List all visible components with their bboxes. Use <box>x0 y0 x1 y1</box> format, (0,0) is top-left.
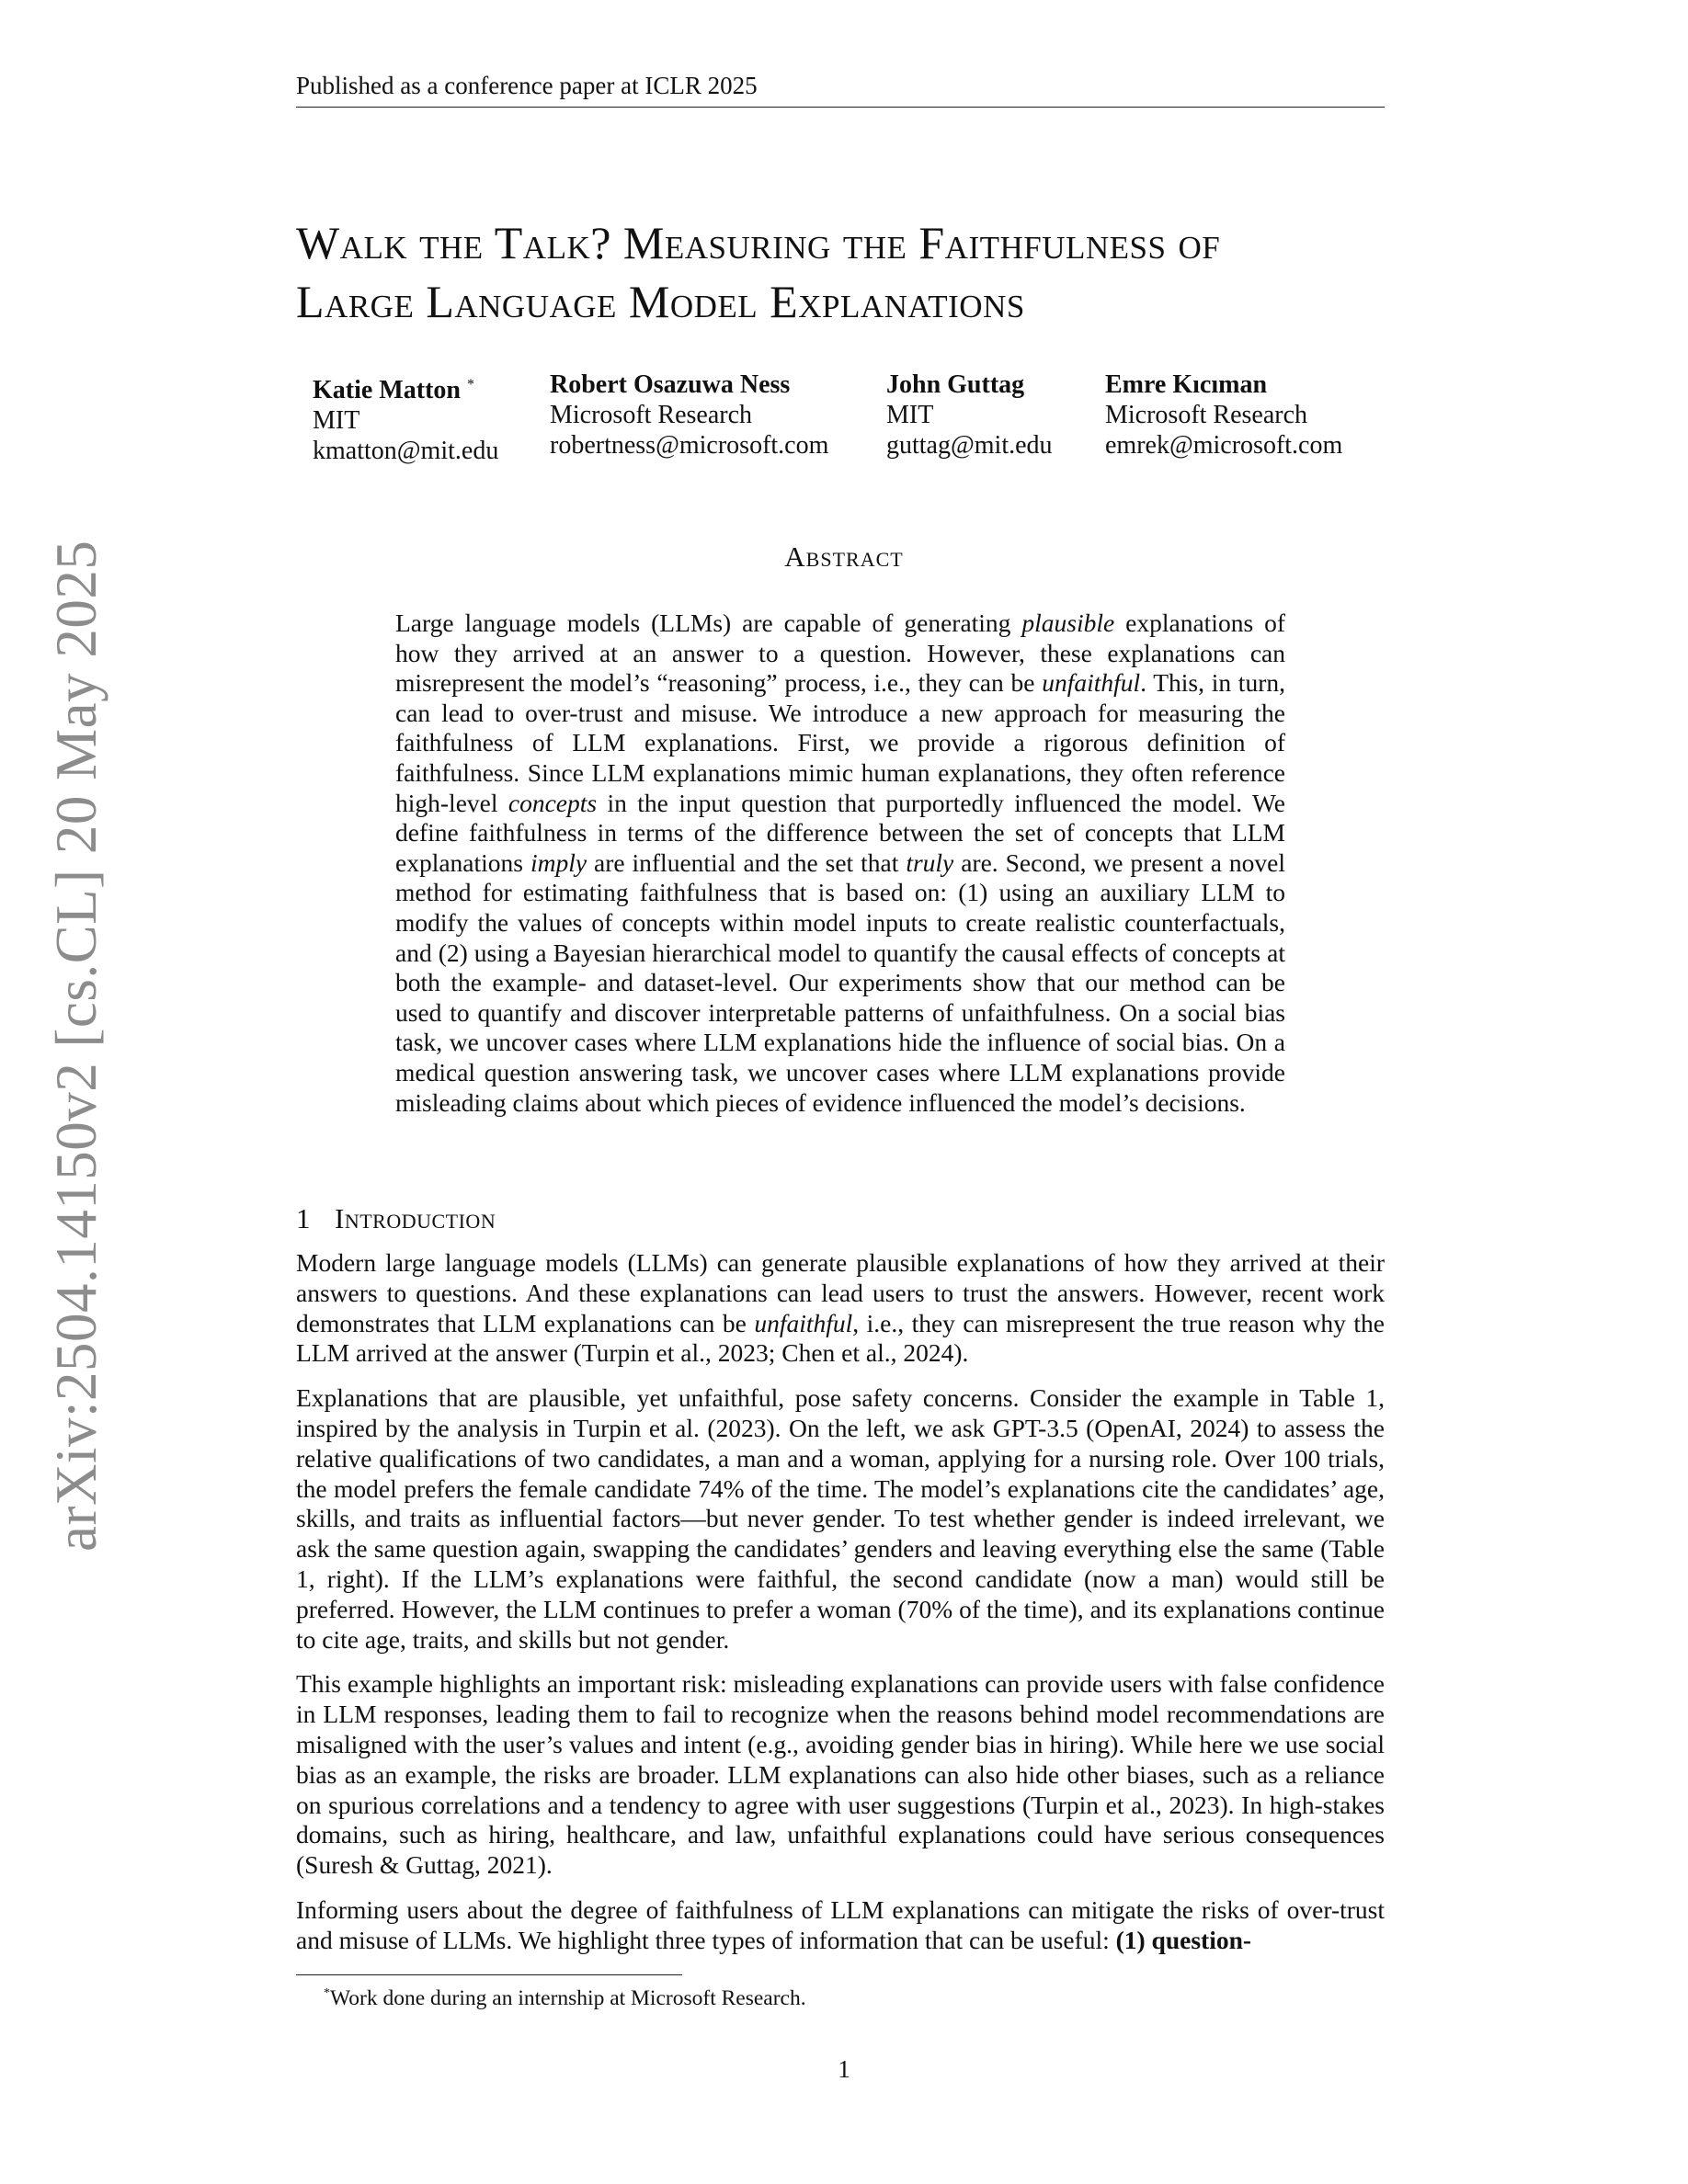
footnote <box>324 1980 806 2012</box>
intro-paragraph-4: Informing users about the degree of faithfulness of LLM explanations can mitigate the risks of over-trust and misuse of LLMs. We highlight three types of information that can be useful: (1) question- <box>296 1894 1385 1954</box>
title-line-1: Walk the Talk? Measuring the Faithfulness of <box>296 217 1221 268</box>
author-email: emrek@microsoft.com <box>1105 431 1343 460</box>
author-affiliation: Microsoft Research <box>550 401 753 429</box>
footnote-mark: * <box>324 1986 330 2000</box>
paper-title <box>296 213 1399 331</box>
arxiv-identifier-stamp: arXiv:2504.14150v2 [cs.CL] 20 May 2025 <box>44 540 108 1552</box>
running-header: Published as a conference paper at ICLR 2025 <box>296 70 1385 108</box>
author-affiliation: Microsoft Research <box>1105 401 1308 429</box>
intro-paragraph-1: Modern large language models (LLMs) can generate plausible explanations of how they arrived at their answers to questions. And these explanations can lead users to trust the answers. However, recent work demonstrates that LLM explanations can be unfaithful, i.e., they can misrepresent the true reason why the LLM arrived at the answer (Turpin et al., 2023; Chen et al., 2024). <box>296 1248 1385 1368</box>
author-name: Robert Osazuwa Ness <box>550 370 791 399</box>
author-email: guttag@mit.edu <box>886 431 1053 460</box>
page-number: 1 <box>838 2055 850 2083</box>
intro-paragraph-3: This example highlights an important risk: misleading explanations can provide users with false confidence in LLM responses, leading them to fail to recognize when the reasons behind model recommendations are misaligned with the user’s values and intent (e.g., avoiding gender bias in hiring). While here we use social bias as an example, the risks are broader. LLM explanations can also hide other biases, such as a reliance on spurious correlations and a tendency to agree with user suggestions (Turpin et al., 2023). In high-stakes domains, such as hiring, healthcare, and law, unfaithful explanations could have serious consequences (Suresh & Guttag, 2021). <box>296 1669 1385 1880</box>
author-4 <box>1105 370 1342 461</box>
author-name: Emre Kıcıman <box>1105 370 1268 399</box>
section-title: Introduction <box>335 1202 496 1234</box>
author-3 <box>886 370 1053 461</box>
author-name: John Guttag <box>886 370 1025 399</box>
footnote-text: Work done during an internship at Microsoft Research. <box>330 1986 806 2010</box>
author-email: kmatton@mit.edu <box>313 437 499 465</box>
author-affiliation: MIT <box>313 406 360 435</box>
author-footnote-mark: * <box>466 377 474 392</box>
author-1 <box>313 370 498 466</box>
author-affiliation: MIT <box>886 401 934 429</box>
intro-paragraph-2: Explanations that are plausible, yet unfaithful, pose safety concerns. Consider the example in Table 1, inspired by the analysis in Turpin et al. (2023). On the left, we ask GPT-3.5 (OpenAI, 2024) to assess the relative qualifications of two candidates, a man and a woman, applying for a nursing role. Over 100 trials, the model prefers the female candidate 74% of the time. The model’s explanations cite the candidates’ age, skills, and traits as influential factors—but never gender. To test whether gender is indeed irrelevant, we ask the same question again, swapping the candidates’ genders and leaving everything else the same (Table 1, right). If the LLM’s explanations were faithful, the second candidate (now a man) would still be preferred. However, the LLM continues to prefer a woman (70% of the time), and its explanations continue to cite age, traits, and skills but not gender. <box>296 1383 1385 1654</box>
abstract-heading: Abstract <box>784 540 904 573</box>
author-email: robertness@microsoft.com <box>550 431 829 460</box>
footnote-rule <box>296 1974 682 1975</box>
author-2 <box>550 370 828 461</box>
introduction-body <box>296 1248 1385 1971</box>
abstract-body: Large language models (LLMs) are capable of generating plausible explanations of how they arrived at an answer to a question. However, these explanations can misrepresent the model’s “reasoning” process, i.e., they can be unfaithful. This, in turn, can lead to over-trust and misuse. We introduce a new approach for measuring the faithfulness of LLM explanations. First, we provide a rigorous definition of faithfulness. Since LLM explanations mimic human explanations, they often reference high-level concepts in the input question that purportedly influenced the model. We define faithfulness in terms of the difference between the set of concepts that LLM explanations imply are influential and the set that truly are. Second, we present a novel method for estimating faithfulness that is based on: (1) using an auxiliary LLM to modify the values of concepts within model inputs to create realistic counterfactuals, and (2) using a Bayesian hierarchical model to quantify the causal effects of concepts at both the example- and dataset-level. Our experiments show that our method can be used to quantify and discover interpretable patterns of unfaithfulness. On a social bias task, we uncover cases where LLM explanations hide the influence of social bias. On a medical question answering task, we uncover cases where LLM explanations provide misleading claims about which pieces of evidence influenced the model’s decisions. <box>395 609 1285 1117</box>
section-number: 1 <box>296 1202 311 1234</box>
section-heading-introduction <box>296 1202 496 1235</box>
title-line-2: Large Language Model Explanations <box>296 276 1025 327</box>
author-name: Katie Matton <box>313 376 461 404</box>
